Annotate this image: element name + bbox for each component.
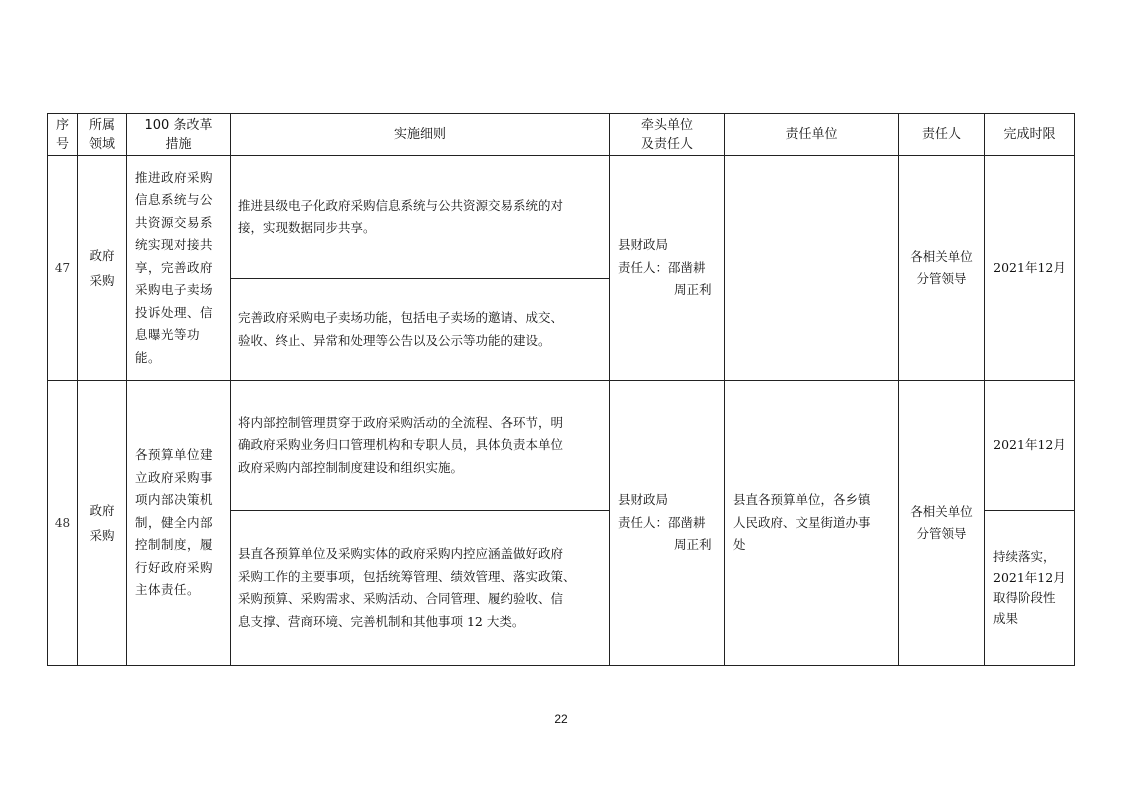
deadline-cell: 2021年12月 — [985, 381, 1075, 511]
header-responsible-unit: 责任单位 — [725, 114, 899, 156]
table-row — [48, 381, 1075, 511]
responsible-unit-cell: 县直各预算单位，各乡镇 人民政府、文星街道办事 处 — [725, 381, 899, 666]
lead-unit-cell: 县财政局 责任人：邵凿耕 周正利 — [610, 156, 725, 381]
header-row — [48, 114, 1075, 156]
header-owner: 责任人 — [899, 114, 985, 156]
seq-cell: 47 — [48, 156, 78, 381]
deadline-cell: 2021年12月 — [985, 156, 1075, 381]
header-deadline: 完成时限 — [985, 114, 1075, 156]
header-measure: 100 条改革 措施 — [127, 114, 231, 156]
domain-cell: 政府 采购 — [78, 156, 127, 381]
table-row — [48, 156, 1075, 279]
deadline-cell: 持续落实， 2021年12月 取得阶段性 成果 — [985, 511, 1075, 666]
header-seq: 序 号 — [48, 114, 78, 156]
detail-cell: 将内部控制管理贯穿于政府采购活动的全流程、各环节，明 确政府采购业务归口管理机构和专职人员，具体负责本单位 政府采购内部控制制度建设和组织实施。 — [231, 381, 610, 511]
header-domain: 所属 领域 — [78, 114, 127, 156]
detail-cell: 完善政府采购电子卖场功能，包括电子卖场的邀请、成交、 验收、终止、异常和处理等公告以及公示等功能的建设。 — [231, 279, 610, 381]
measure-cell: 推进政府采购 信息系统与公 共资源交易系 统实现对接共 享，完善政府 采购电子卖场 投诉处理、信 息曝光等功 能。 — [127, 156, 231, 381]
header-detail: 实施细则 — [231, 114, 610, 156]
header-lead: 牵头单位 及责任人 — [610, 114, 725, 156]
detail-cell: 推进县级电子化政府采购信息系统与公共资源交易系统的对 接，实现数据同步共享。 — [231, 156, 610, 279]
owner-cell: 各相关单位 分管领导 — [899, 381, 985, 666]
domain-cell: 政府 采购 — [78, 381, 127, 666]
owner-cell: 各相关单位 分管领导 — [899, 156, 985, 381]
seq-cell: 48 — [48, 381, 78, 666]
page-number: 22 — [554, 712, 568, 726]
lead-unit-cell: 县财政局 责任人：邵凿耕 周正利 — [610, 381, 725, 666]
responsible-unit-cell — [725, 156, 899, 381]
detail-cell: 县直各预算单位及采购实体的政府采购内控应涵盖做好政府 采购工作的主要事项，包括统筹管理、绩效管理、落实政策、 采购预算、采购需求、采购活动、合同管理、履约验收、信 息支撑、营商环境、完善机制和其他事项 12 大类。 — [231, 511, 610, 666]
reform-table — [47, 113, 1075, 666]
measure-cell: 各预算单位建 立政府采购事 项内部决策机 制，健全内部 控制制度，履 行好政府采购 主体责任。 — [127, 381, 231, 666]
